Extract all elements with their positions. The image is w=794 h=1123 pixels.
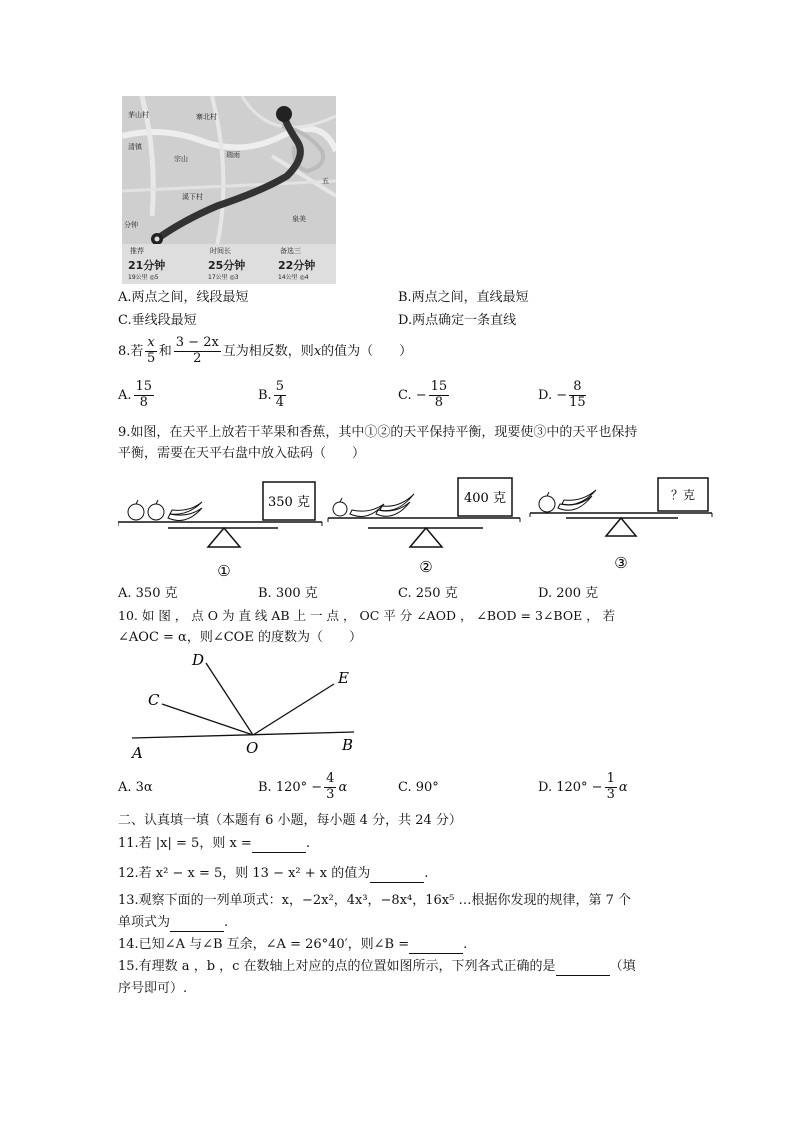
fulcrum-icon	[606, 518, 636, 536]
line-ab	[132, 732, 354, 738]
q13-text-line2: 单项式为 .	[118, 915, 228, 932]
question-14: 14.已知∠A 与∠B 互余，∠A = 26°40′，则∠B = .	[118, 937, 467, 954]
q10-text-line1: 10. 如 图 ， 点 O 为 直 线 AB 上 一 点 ， OC 平 分 ∠AOD ， ∠BOD = 3∠BOE ， 若	[118, 608, 616, 623]
scale-number-label: ③	[614, 554, 628, 572]
map-place-label: 宗山	[174, 155, 188, 163]
point-label-o: O	[246, 739, 259, 757]
answer-blank	[409, 937, 463, 954]
question-8: 8.若 $\frac{x}{5}$ 和 $\frac{3 - 2x}{2}$ 互为相反数，则x的值为（ ）	[118, 335, 413, 366]
section-2-heading: 二、认真填一填（本题有 6 小题，每小题 4 分，共 24 分）	[118, 813, 462, 828]
q10-option-b: B. 120° − $\frac{4}{3}$ α	[258, 771, 348, 802]
fulcrum-icon	[410, 528, 442, 547]
angle-figure	[118, 648, 378, 760]
q8-option-c: C. − $\frac{15}{8}$	[398, 379, 448, 410]
map-place-label: 寨北村	[196, 113, 217, 121]
weight-label: 400 克	[464, 491, 506, 506]
q7-option-c: C.垂线段最短	[118, 313, 197, 328]
apple-icon	[333, 502, 347, 516]
q10-option-a: A. 3α	[118, 780, 153, 795]
q13-text-line1: 13.观察下面的一列单项式：x，−2x²，4x³，−8x⁴，16x⁵ …根据你发现的规律，第 7 个	[118, 893, 631, 908]
answer-blank	[370, 866, 424, 883]
q8-option-d: D. − $\frac{8}{15}$	[538, 379, 586, 410]
fraction: $\frac{3 - 2x}{2}$	[175, 335, 219, 366]
route-options-bar	[122, 244, 336, 284]
q7-option-a: A.两点之间，线段最短	[118, 290, 249, 305]
ray-oc	[162, 704, 253, 735]
balance-scale-3	[530, 478, 712, 572]
point-label-b: B	[342, 736, 354, 754]
q7-option-b: B.两点之间，直线最短	[398, 290, 529, 305]
map-place-label: 茅山村	[128, 111, 149, 119]
answer-blank	[556, 959, 610, 976]
map-place-label: 五	[322, 177, 329, 185]
route-tab-detail: 19公里 ◎5	[128, 274, 159, 281]
q9-option-d: D. 200 克	[538, 586, 599, 601]
ray-oe	[253, 684, 334, 735]
scale-number-label: ①	[217, 562, 231, 580]
route-tab-time: 25分钟	[208, 259, 246, 272]
scale-number-label: ②	[419, 558, 433, 576]
balance-scale-2	[328, 478, 520, 576]
balance-scale-1	[118, 482, 322, 580]
q7-option-d: D.两点确定一条直线	[398, 313, 517, 328]
map-place-label: 分钟	[124, 221, 138, 229]
point-label-a: A	[132, 744, 143, 760]
route-tab-label: 时间长	[210, 247, 231, 255]
q8-option-b: B. $\frac{5}{4}$	[258, 379, 284, 410]
map-place-label: 溪下村	[182, 193, 203, 201]
q9-text-line1: 9.如图，在天平上放若干苹果和香蕉，其中①②的天平保持平衡，现要使③中的天平也保持	[118, 425, 638, 440]
balance-scales-figure	[118, 470, 718, 582]
q15-text-line2: 序号即可）.	[118, 981, 188, 996]
answer-blank	[252, 836, 306, 853]
map-place-label: 清镇	[128, 143, 142, 151]
route-tab-detail: 17公里 ◎3	[208, 274, 239, 281]
route-tab-time: 21分钟	[128, 259, 166, 272]
apple-icon	[128, 504, 144, 520]
q15-text-line1: 15.有理数 a ，b ，c 在数轴上对应的点的位置如图所示，下列各式正确的是 （填	[118, 959, 636, 976]
question-11: 11.若 |x| = 5，则 x = .	[118, 836, 310, 853]
q8-option-a: A. $\frac{15}{8}$	[118, 379, 153, 410]
q10-option-d: D. 120° − $\frac{1}{3}$ α	[538, 771, 628, 802]
start-marker-icon	[276, 106, 292, 122]
point-label-e: E	[338, 669, 349, 687]
route-tab-label: 推荐	[130, 247, 144, 255]
q9-option-a: A. 350 克	[118, 586, 178, 601]
q10-option-c: C. 90°	[398, 780, 439, 795]
map-place-label: 泉美	[292, 215, 306, 223]
ray-od	[206, 663, 253, 735]
weight-label: ？克	[670, 488, 696, 502]
question-12: 12.若 x² − x = 5，则 13 − x² + x 的值为 .	[118, 866, 428, 883]
q9-text-line2: 平衡，需要在天平右盘中放入砝码（ ）	[118, 446, 366, 461]
apple-icon	[539, 496, 555, 512]
route-tab-label: 备选三	[280, 247, 301, 255]
point-label-d: D	[192, 651, 205, 669]
route-tab-time: 22分钟	[278, 259, 316, 272]
q10-text-line2: ∠AOC = α，则∠COE 的度数为（ ）	[118, 630, 362, 645]
route-map-image	[122, 96, 336, 284]
answer-blank	[170, 915, 224, 932]
q9-option-c: C. 250 克	[398, 586, 458, 601]
q9-option-b: B. 300 克	[258, 586, 318, 601]
map-place-label: 瑞雨	[226, 151, 240, 159]
point-label-c: C	[148, 691, 160, 709]
banana-icon	[376, 502, 410, 516]
weight-label: 350 克	[268, 495, 310, 510]
fraction: $\frac{x}{5}$	[146, 335, 156, 366]
apple-icon	[148, 504, 164, 520]
route-tab-detail: 14公里 ◎4	[278, 274, 309, 281]
fulcrum-icon	[208, 528, 240, 547]
